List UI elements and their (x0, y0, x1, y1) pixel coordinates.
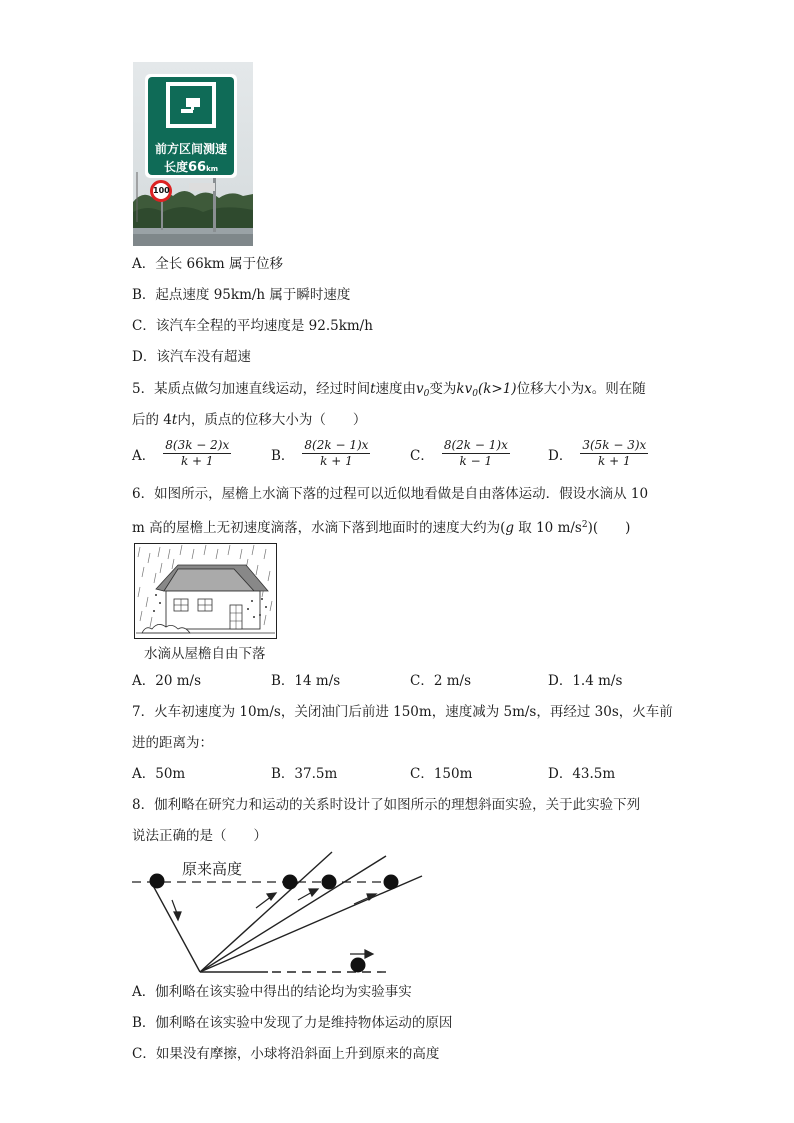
stem-text: 后的 4 (132, 412, 172, 428)
condition: (k>1) (477, 381, 517, 397)
option-label: D． (132, 349, 157, 365)
figure-caption: 水滴从屋檐自由下落 (144, 646, 266, 662)
subscript: 0 (472, 389, 478, 399)
q7-option-c (410, 765, 472, 783)
q4-option-d (132, 348, 251, 366)
q8-stem-line1: 8．伽利略在研究力和运动的关系时设计了如图所示的理想斜面实验，关于此实验下列 (132, 797, 641, 813)
variable-g: g (505, 520, 515, 536)
option-text: 该汽车全程的平均速度是 92.5km/h (155, 318, 373, 334)
q6-stem-line2 (132, 516, 630, 537)
q6-option-d (548, 672, 622, 690)
stem-text: 取 10 m/s (514, 520, 582, 536)
subscript: 0 (423, 389, 430, 399)
option-label: D． (548, 673, 573, 689)
inclined-plane-drawing (130, 850, 430, 980)
option-text: 全长 66km 属于位移 (155, 256, 283, 272)
q5-option-d (548, 438, 648, 469)
q7-stem-line2: 进的距离为： (132, 735, 213, 751)
superscript: 2 (581, 520, 588, 530)
sign-text-line1: 前方区间测速 (154, 142, 227, 156)
fraction (302, 438, 370, 469)
numerator: 8(2k − 1)x (304, 438, 369, 452)
q4-option-c (132, 317, 373, 335)
option-text: 起点速度 95km/h 属于瞬时速度 (155, 287, 351, 303)
option-text: 如果没有摩擦，小球将沿斜面上升到原来的高度 (155, 1046, 440, 1062)
option-label: B． (271, 447, 295, 464)
denominator: k + 1 (320, 454, 353, 468)
q5-stem-line2 (132, 411, 366, 429)
option-label: A． (132, 984, 156, 1000)
option-text: 该汽车没有超速 (156, 349, 251, 365)
denominator: k + 1 (180, 454, 214, 468)
q8-option-c (132, 1045, 439, 1063)
option-label: A． (132, 766, 156, 782)
denominator: k − 1 (459, 454, 493, 468)
fraction (163, 438, 231, 469)
q6-option-c (410, 672, 471, 690)
q4-option-b (132, 286, 350, 304)
option-text: 50m (155, 766, 186, 782)
speed-limit-value: 100 (153, 186, 170, 195)
q7-option-b (271, 765, 337, 783)
variable-t: t (370, 381, 376, 397)
numerator: 8(3k − 2)x (165, 438, 230, 452)
stem-text: 位移大小为 (516, 381, 585, 397)
inclined-plane-diagram (130, 850, 430, 980)
option-label: B． (271, 673, 295, 689)
numerator: 8(2k − 1)x (443, 438, 508, 452)
q8-option-a (132, 983, 412, 1001)
q5-stem-line1 (132, 380, 646, 403)
stem-text: 。则在随 (591, 381, 646, 397)
variable-t: t (171, 412, 178, 428)
q6-option-a (132, 672, 201, 690)
option-label: B． (271, 766, 295, 782)
option-label: A． (132, 447, 156, 464)
variable-x: x (584, 381, 592, 397)
denominator: k + 1 (598, 454, 631, 468)
option-text: 43.5m (572, 766, 616, 782)
option-label: C． (132, 318, 156, 334)
q7-stem-line1: 7．火车初速度为 10m/s，关闭油门后前进 150m，速度减为 5m/s，再经过 30s，火车前 (132, 704, 673, 720)
variable-kv: kv (456, 381, 473, 397)
speed-limit-sign (150, 180, 172, 202)
option-label: C． (410, 673, 434, 689)
stem-text: )( ) (587, 520, 631, 536)
sign-length-value: 66 (187, 160, 207, 175)
q6-stem-line1: 6．如图所示，屋檐上水滴下落的过程可以近似地看做是自由落体运动．假设水滴从 10 (132, 486, 649, 502)
option-text: 37.5m (294, 766, 338, 782)
q7-option-a (132, 765, 185, 783)
house-rain-drawing (134, 543, 277, 639)
sign-length-label: 长度 (163, 160, 188, 174)
sign-length-unit: km (206, 165, 219, 173)
house-rain-figure (134, 543, 277, 639)
stem-text: 某质点做匀加速直线运动，经过时间 (154, 381, 371, 397)
option-text: 150m (433, 766, 473, 782)
stem-text: 内，质点的位移大小为（ ） (177, 412, 367, 428)
option-label: C． (410, 447, 434, 464)
q8-option-b (132, 1014, 452, 1032)
option-label: D． (548, 447, 573, 464)
q5-option-b (271, 438, 370, 469)
option-label: B． (132, 287, 156, 303)
q5-option-c (410, 438, 510, 469)
stem-text: 变为 (429, 381, 457, 397)
small-sign (189, 183, 215, 191)
option-text: 20 m/s (155, 673, 201, 689)
option-label: B． (132, 1015, 156, 1031)
option-label: A． (132, 256, 156, 272)
variable-v: v (416, 381, 424, 397)
option-text: 14 m/s (294, 673, 341, 689)
option-label: D． (548, 766, 573, 782)
q7-option-d (548, 765, 615, 783)
option-label: C． (410, 766, 434, 782)
question-number: 5． (132, 381, 155, 397)
q4-option-a (132, 255, 283, 273)
stem-text: 速度由 (375, 381, 417, 397)
option-text: 2 m/s (433, 673, 472, 689)
fraction (580, 438, 648, 469)
sign-text-line2 (148, 158, 234, 175)
option-label: A． (132, 673, 156, 689)
option-text: 伽利略在该实验中得出的结论均为实验事实 (155, 984, 412, 1000)
speed-sign-photo (133, 62, 253, 246)
fraction (442, 438, 510, 469)
option-text: 伽利略在该实验中发现了力是维持物体运动的原因 (155, 1015, 453, 1031)
option-text: 1.4 m/s (572, 673, 623, 689)
q6-option-b (271, 672, 340, 690)
q8-stem-line2: 说法正确的是（ ） (132, 828, 267, 844)
numerator: 3(5k − 3)x (582, 438, 647, 452)
original-height-label: 原来高度 (182, 860, 243, 878)
option-label: C． (132, 1046, 156, 1062)
q5-option-a (132, 438, 231, 469)
stem-text: m 高的屋檐上无初速度滴落，水滴下落到地面时的速度大约为( (132, 520, 506, 536)
